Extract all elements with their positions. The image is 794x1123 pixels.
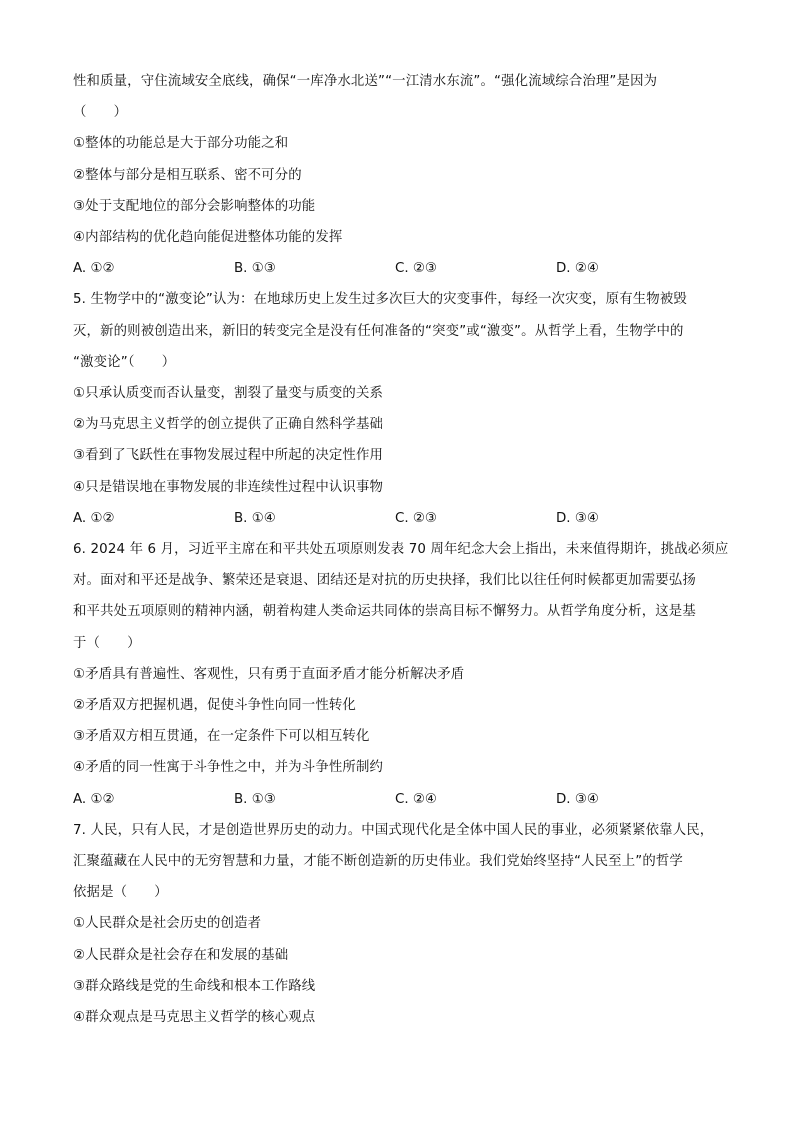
q7-stem-line-3: 依据是（ ） (73, 885, 168, 901)
q5-statement-1: ①只承认质变而否认量变，割裂了量变与质变的关系 (73, 386, 384, 402)
q6-stem-line-2: 对。面对和平还是战争、繁荣还是衰退、团结还是对抗的历史抉择，我们比以往任何时候都更加需要弘扬 (73, 573, 696, 589)
q6-statement-2: ②矛盾双方把握机遇，促使斗争性向同一性转化 (73, 698, 356, 714)
q5-option-a: A. ①② (73, 510, 115, 526)
q5-statement-3: ③看到了飞跃性在事物发展过程中所起的决定性作用 (73, 448, 384, 464)
q4-statement-4: ④内部结构的优化趋向能促进整体功能的发挥 (73, 230, 343, 246)
q6-option-a: A. ①② (73, 791, 115, 807)
question-6 (73, 534, 729, 815)
q5-stem-line-2: 灭，新的则被创造出来，新旧的转变完全是没有任何准备的“突变”或“激变”。从哲学上看，生物学中的 (73, 323, 684, 339)
q6-option-d: D. ③④ (556, 791, 599, 807)
q4-statement-1: ①整体的功能总是大于部分功能之和 (73, 136, 289, 152)
q5-stem-line-3: “激变论”（ ） (73, 354, 176, 370)
q6-option-c: C. ②④ (395, 791, 437, 807)
q4-statement-3: ③处于支配地位的部分会影响整体的功能 (73, 198, 316, 214)
q5-option-c: C. ②③ (395, 510, 437, 526)
q7-statement-2: ②人民群众是社会存在和发展的基础 (73, 947, 289, 963)
q4-option-b: B. ①③ (234, 261, 276, 277)
q4-options (73, 253, 722, 284)
q4-option-a: A. ①② (73, 261, 115, 277)
q5-stem-line-1: 5. 生物学中的“激变论”认为：在地球历史上发生过多次巨大的灾变事件，每经一次灾变，原有生物被毁 (73, 292, 687, 308)
q4-stem-line-2: （ ） (73, 105, 128, 121)
q5-statement-4: ④只是错误地在事物发展的非连续性过程中认识事物 (73, 479, 384, 495)
q6-stem-line-3: 和平共处五项原则的精神内涵，朝着构建人类命运共同体的崇高目标不懈努力。从哲学角度分析，这是基 (73, 604, 696, 620)
q5-options (73, 503, 722, 534)
question-7 (73, 815, 722, 1033)
q4-statement-2: ②整体与部分是相互联系、密不可分的 (73, 167, 302, 183)
q6-statement-4: ④矛盾的同一性寓于斗争性之中，并为斗争性所制约 (73, 760, 384, 776)
question-5 (73, 284, 722, 534)
q6-statement-3: ③矛盾双方相互贯通，在一定条件下可以相互转化 (73, 729, 370, 745)
q5-option-b: B. ①④ (234, 510, 276, 526)
q7-stem-line-1: 7. 人民，只有人民，才是创造世界历史的动力。中国式现代化是全体中国人民的事业，必须紧紧依靠人民， (73, 822, 714, 838)
question-4 (73, 66, 722, 284)
q4-option-d: D. ②④ (556, 261, 599, 277)
q7-stem-line-2: 汇聚蕴藏在人民中的无穷智慧和力量，才能不断创造新的历史伟业。我们党始终坚持“人民至上”的哲学 (73, 854, 683, 870)
q5-statement-2: ②为马克思主义哲学的创立提供了正确自然科学基础 (73, 417, 384, 433)
q5-option-d: D. ③④ (556, 510, 599, 526)
q6-stem-line-1: 6. 2024 年 6 月，习近平主席在和平共处五项原则发表 70 周年纪念大会上指出，未来值得期许，挑战必须应 (73, 542, 729, 558)
q4-option-c: C. ②③ (395, 261, 437, 277)
q6-statement-1: ①矛盾具有普遍性、客观性，只有勇于直面矛盾才能分析解决矛盾 (73, 666, 465, 682)
q7-statement-1: ①人民群众是社会历史的创造者 (73, 916, 262, 932)
q6-option-b: B. ①③ (234, 791, 276, 807)
q4-stem-line-1: 性和质量，守住流域安全底线，确保“一库净水北送”“一江清水东流”。“强化流域综合治理”是因为 (73, 74, 658, 89)
q6-options (73, 784, 722, 815)
q7-statement-3: ③群众路线是党的生命线和根本工作路线 (73, 978, 316, 994)
q6-stem-line-4: 于（ ） (73, 635, 141, 651)
q7-statement-4: ④群众观点是马克思主义哲学的核心观点 (73, 1010, 316, 1026)
